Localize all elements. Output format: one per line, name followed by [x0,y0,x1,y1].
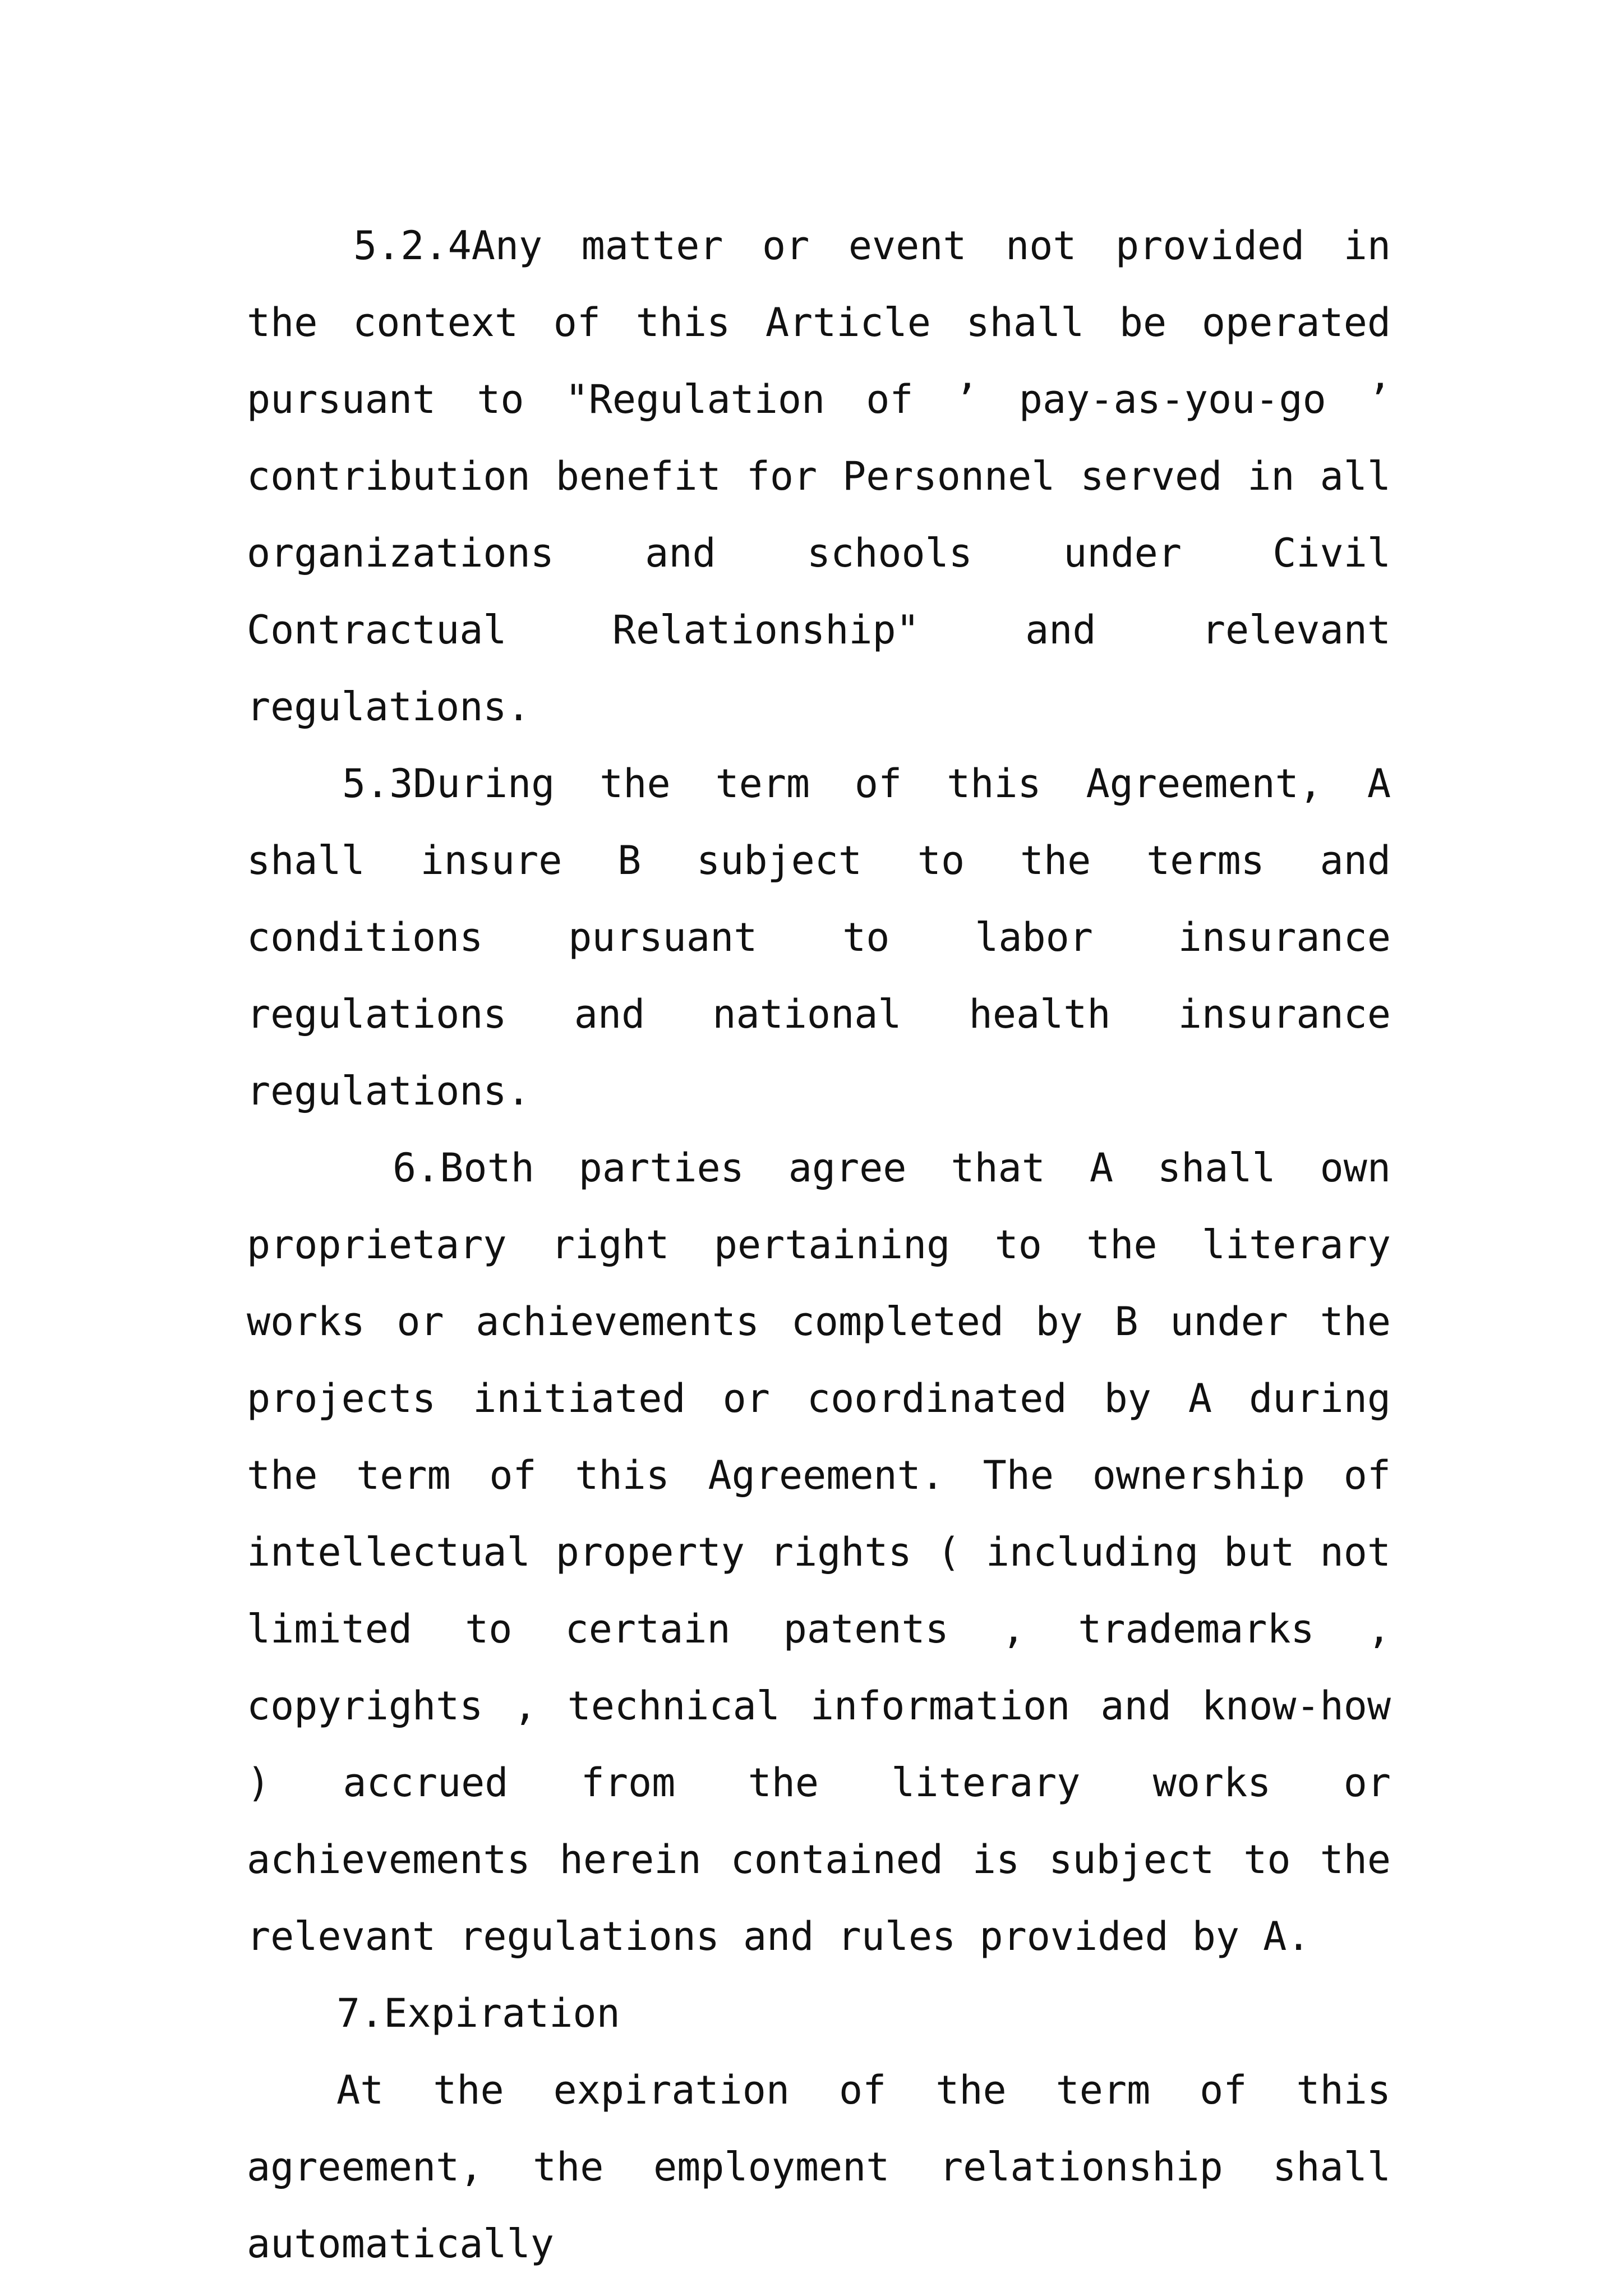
paragraph-5-2-4: 5.2.4Any matter or event not provided in the context of this Article shall be operated pursuant to "Regulation of ’ pay-as-you-go ’ contribution benefit for Personnel served in all organizations and schools under Civil Contractual Relationship" and relevant regulations. [247,223,1391,730]
paragraph-6: 6.Both parties agree that A shall own proprietary right pertaining to the literary works or achievements completed by B under the projects initiated or coordinated by A during the term of this Agreement. The ownership of intellectual property rights ( including but not limited to certain patents , trademarks , copyrights , technical information and know-how ) accrued from the literary works or achievements herein contained is subject to the relevant regulations and rules provided by A. [247,1145,1391,1959]
section-heading-expiration: 7.Expiration [336,1990,620,2036]
paragraph-5-3: 5.3During the term of this Agreement, A shall insure B subject to the terms and conditions pursuant to labor insurance regulations and national health insurance regulations. [247,761,1391,1114]
document-body [247,208,1391,2283]
paragraph-7: At the expiration of the term of this agreement, the employment relationship shall automatically [247,2067,1391,2267]
